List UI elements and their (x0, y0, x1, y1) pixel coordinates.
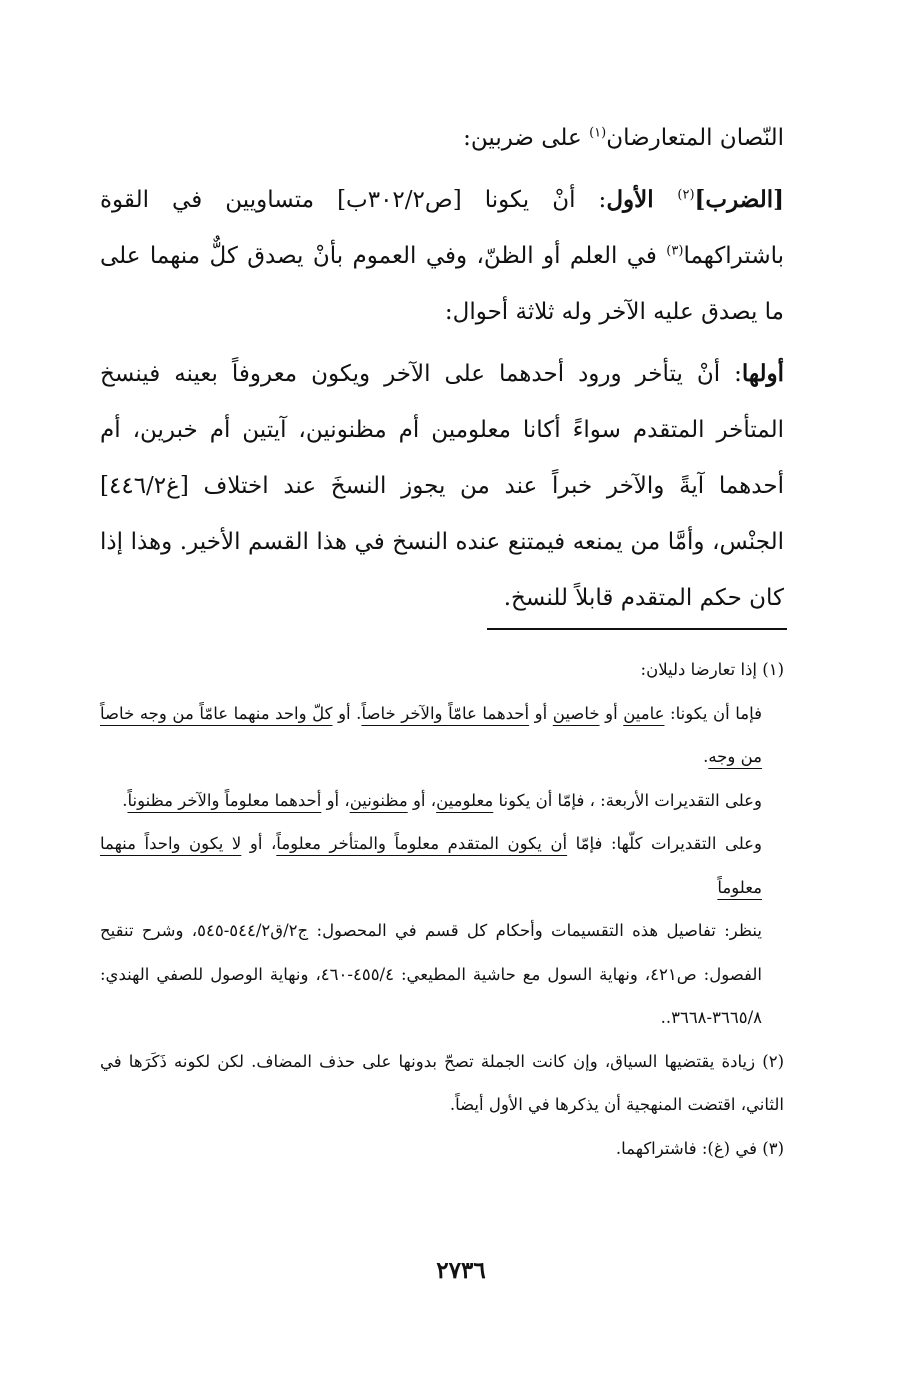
footnote-ref-1: (١) (589, 125, 607, 141)
page-number: ٢٧٣٦ (436, 1257, 486, 1284)
underlined-term: أن يكون المتقدم معلوماً (394, 834, 568, 853)
text-run: . (703, 747, 709, 766)
underlined-term: أحدهما معلوماً والآخر مظنوناً (127, 790, 322, 810)
footnote-ref-3: (٣) (666, 243, 684, 259)
paragraph-first-type (100, 172, 784, 340)
underlined-term: والمتأخر معلوماً (276, 834, 395, 853)
text-run: أو (599, 703, 624, 723)
underlined-term: معلومين (436, 790, 494, 810)
footnotes (100, 648, 784, 1170)
underlined-term: كلّ واحد منهما عامّاً من وجه خاصاً من وجه (100, 703, 762, 766)
footnote-2: (٢) زيادة يقتضيها السياق، وإن كانت الجملة تصحّ بدونها على حذف المضاف. لكن لكونه ذَكَرَها في الثاني، اقتضت المنهجية أن يذكرها في الأول أيضاً. (100, 1051, 784, 1114)
underlined-term: مظنونين (349, 790, 408, 810)
footnote-1-references: ينظر: تفاصيل هذه التقسيمات وأحكام كل قسم في المحصول: ج٢/ق٥٤٤/٢-٥٤٥، وشرح تنقيح الفصول: ص٤٢١، ونهاية السول مع حاشية المطيعي: ٤٥٥/٤-٤٦٠، ونهاية الوصول للصفي الهندي: ٣٦٦٥/٨-٣٦٦٨.. (100, 921, 763, 1027)
text-run: وعلى التقديرات الأربعة: ، فإمّا أن يكونا (493, 790, 762, 810)
opening-line (100, 110, 784, 166)
text-run: في العلم أو الظنّ، وفي العموم بأنْ يصدق كلٌّ منهما على ما يصدق عليه الآخر وله ثلاثة أحوال: (100, 243, 784, 325)
text-run: ، أو (407, 790, 437, 810)
text-run: وعلى التقديرات كلّها: فإمّا (567, 834, 762, 853)
footnote-1-line-b (100, 779, 784, 823)
footnote-1-line-c (100, 822, 784, 909)
footnote-ref-2: (٢) (677, 187, 695, 203)
heading-term: [الضرب] (694, 186, 784, 213)
underlined-term: خاصين (552, 703, 600, 723)
text-run: . أو (332, 703, 362, 723)
text-run: النّصان المتعارضان (606, 125, 784, 151)
underlined-term: أحدهما عامّاً والآخر خاصاً (361, 703, 530, 723)
text-run: : أنْ يتأخر ورود أحدهما على الآخر ويكون معروفاً بعينه فينسخ المتأخر المتقدم سواءً أكانا معلومين أم مظنونين، آيتين أم خبرين، أم أحدهما آيةً والآخر خبراً عند من يجوز النسخَ عند اختلاف [غ٤٤٦/٢] الجنْس، وأمَّا من يمنعه فيمتنع عنده النسخ في هذا القسم الأخير. وهذا إذا كان حكم المتقدم قابلاً للنسخ. (100, 361, 784, 611)
main-text (100, 110, 784, 626)
text-run: : أنْ يكونا [ص٣٠٢/٢ب] متساويين في القوة باشتراكهما (100, 187, 784, 269)
text-run: أو (529, 703, 553, 723)
paragraph-first-case (100, 346, 784, 626)
footnote-1-heading: (١) إذا تعارضا دليلان: (640, 660, 784, 679)
text-run: . (122, 790, 128, 810)
heading-term: أولها (741, 360, 784, 387)
underlined-term: لا يكون واحداً منهما معلوماً (100, 834, 762, 897)
footnote-3: (٣) في (غ): فاشتراكهما. (615, 1138, 784, 1158)
footnote-divider (487, 628, 787, 630)
text-run: ، أو (321, 790, 350, 810)
heading-term: الأول (606, 186, 678, 213)
underlined-term: عامين (623, 703, 665, 723)
text-run: على ضربين: (463, 125, 590, 151)
footnote-1-line-a (100, 692, 784, 779)
text-run: فإما أن يكونا: (664, 703, 763, 723)
text-run: ، أو (241, 834, 277, 853)
